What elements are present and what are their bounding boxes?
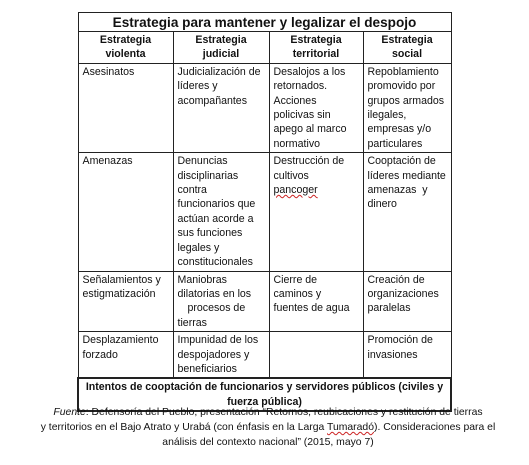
cell-line: ilegales,: [367, 109, 407, 122]
cell-line: cultivos: [273, 169, 309, 182]
cell-social: [363, 153, 451, 271]
footer-line: Intentos de cooptación de funcionarios y servidores públicos (civiles y: [85, 381, 444, 394]
cell-line: particulares: [367, 137, 423, 150]
cell-judicial: [173, 153, 269, 271]
cell-line: empresas y/o: [367, 123, 432, 136]
cell-line: Desplazamiento: [82, 334, 159, 347]
cell-line: Desalojos a los: [273, 65, 346, 78]
cell-line: funcionarios que: [177, 198, 256, 211]
header-line: Estrategia: [195, 34, 247, 46]
cell-line: amenazas y: [367, 184, 428, 197]
cell-judicial: [173, 332, 269, 379]
cell-line: Creación de: [367, 273, 425, 286]
cell-line: Destrucción de: [273, 155, 345, 168]
cell-line: caminos y: [273, 287, 322, 300]
cell-line: legales y: [177, 241, 220, 254]
cell-line: invasiones: [367, 348, 418, 361]
header-line: Estrategia: [290, 34, 342, 46]
header-line: judicial: [202, 48, 240, 61]
source-line: análisis del contexto nacional” (2015, mayo 7): [162, 437, 374, 448]
cell-judicial: [173, 271, 269, 332]
cell-violenta: [78, 153, 173, 271]
strategy-table: [77, 12, 452, 412]
cell-violenta: [78, 63, 173, 152]
cell-line: líderes mediante: [367, 169, 446, 182]
source-line: : Defensoría del Pueblo, presentación “Retornos, reubicaciones y restitución de tierras: [85, 407, 483, 418]
cell-line: Amenazas: [82, 155, 133, 168]
cell-line: forzado: [82, 348, 118, 361]
cell-line: Señalamientos y: [82, 273, 161, 286]
cell-line: sus funciones: [177, 227, 243, 240]
cell-line: tierras: [177, 316, 207, 329]
cell-line: grupos armados: [367, 94, 445, 107]
cell-social: [363, 271, 451, 332]
source-line: y territorios en el Bajo Atrato y Urabá (con énfasis en la Larga: [40, 422, 327, 433]
cell-line: Cooptación de: [367, 155, 436, 168]
spellcheck-underlined-word: pancoger: [273, 184, 318, 197]
source-label: Fuente: [53, 407, 86, 418]
table-title: Estrategia para mantener y legalizar el despojo: [78, 13, 451, 32]
cell-line: contra: [177, 184, 207, 197]
cell-line: beneficiarios: [177, 362, 237, 375]
cell-line: despojadores y: [177, 348, 250, 361]
header-estrategia-judicial: [173, 32, 269, 64]
cell-territorial: [269, 271, 363, 332]
cell-line: policivas sin: [273, 109, 331, 122]
cell-line: estigmatización: [82, 287, 156, 300]
title-row: [78, 13, 451, 32]
cell-territorial-empty: [269, 332, 363, 379]
cell-line: disciplinarias: [177, 169, 239, 182]
cell-line: procesos de: [187, 302, 246, 315]
cell-line: Cierre de: [273, 273, 318, 286]
cell-violenta: [78, 271, 173, 332]
cell-line: organizaciones: [367, 287, 439, 300]
table-row: [78, 63, 451, 152]
source-line: ). Consideraciones para el: [373, 422, 496, 433]
cell-line: promovido por: [367, 80, 436, 93]
cell-line: Acciones: [273, 94, 317, 107]
table-row: [78, 153, 451, 271]
cell-line: Maniobras: [177, 273, 227, 286]
source-citation: [26, 405, 510, 450]
cell-line: Promoción de: [367, 334, 433, 347]
table-row: [78, 271, 451, 332]
cell-line: normativo: [273, 137, 321, 150]
header-line: Estrategia: [99, 34, 152, 46]
header-line: territorial: [292, 48, 340, 61]
cell-line: acompañantes: [177, 94, 247, 107]
cell-line: dilatorias en los: [177, 287, 252, 300]
cell-line: apego al marco: [273, 123, 347, 136]
cell-line: Asesinatos: [82, 65, 135, 78]
cell-line: actúan acorde a: [177, 212, 254, 225]
header-row: [78, 32, 451, 64]
cell-line: Repoblamiento: [367, 65, 439, 78]
header-estrategia-territorial: [269, 32, 363, 64]
cell-social: [363, 332, 451, 379]
cell-line: fuentes de agua: [273, 302, 350, 315]
cell-line: dinero: [367, 198, 397, 211]
header-estrategia-social: [363, 32, 451, 64]
cell-line: Impunidad de los: [177, 334, 259, 347]
cell-line: Judicialización de: [177, 65, 261, 78]
header-line: violenta: [105, 48, 146, 61]
cell-line: constitucionales: [177, 256, 253, 269]
header-estrategia-violenta: [78, 32, 173, 64]
cell-line: líderes y: [177, 80, 218, 93]
footer-line: fuerza pública): [227, 395, 302, 408]
spellcheck-underlined-word: Tumaradó: [327, 422, 374, 433]
cell-line: Denuncias: [177, 155, 228, 168]
cell-line: retornados.: [273, 80, 328, 93]
cell-territorial: [269, 63, 363, 152]
cell-territorial: [269, 153, 363, 271]
table-row: [78, 332, 451, 379]
cell-violenta: [78, 332, 173, 379]
cell-social: [363, 63, 451, 152]
cell-line: paralelas: [367, 302, 411, 315]
header-line: Estrategia social: [381, 34, 433, 61]
cell-judicial: [173, 63, 269, 152]
